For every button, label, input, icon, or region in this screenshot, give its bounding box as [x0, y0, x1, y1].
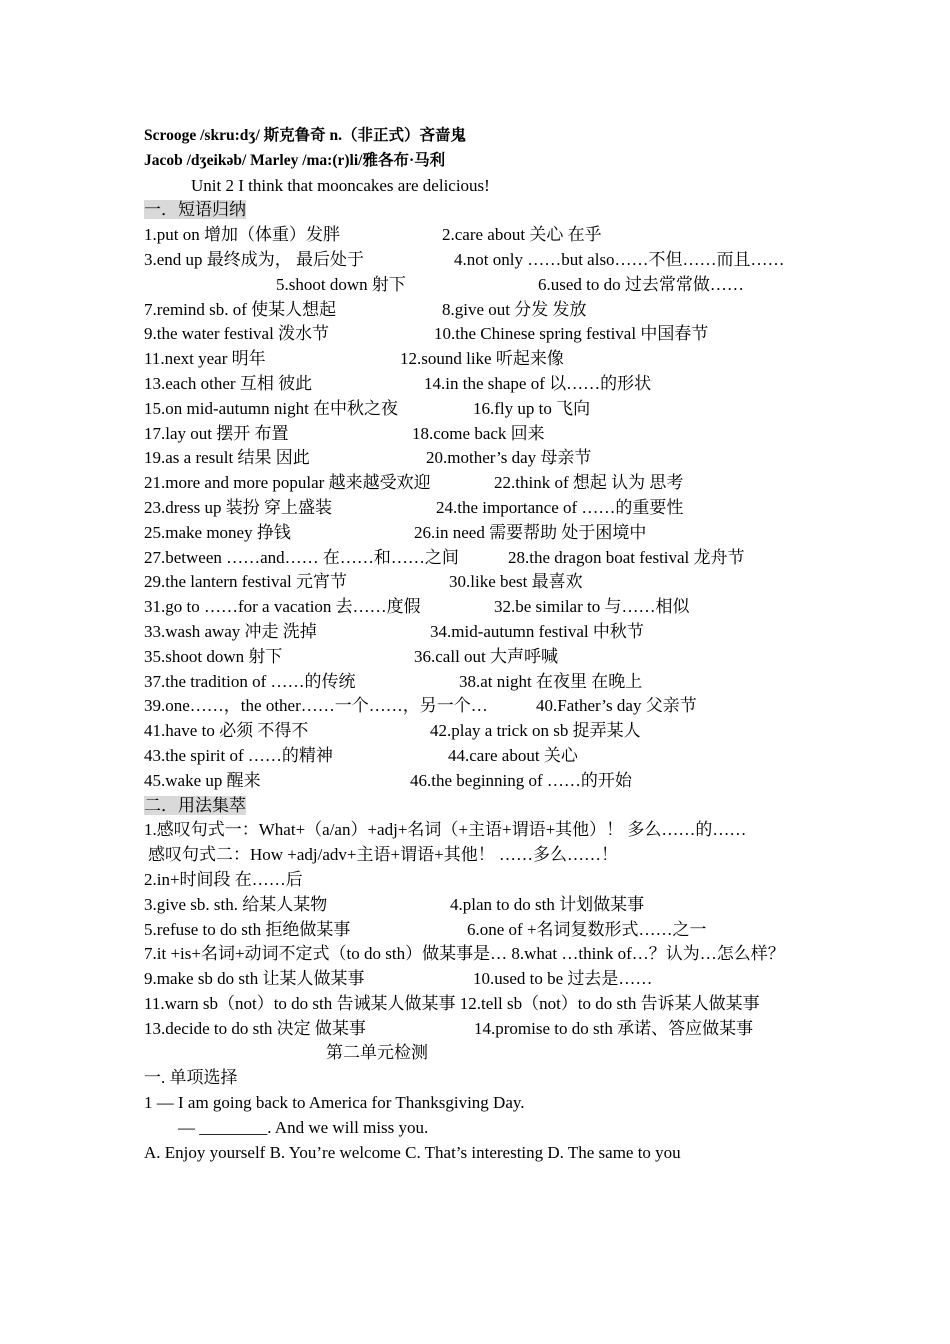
phrase-row: 39.one……，the other……一个……，另一个… 40.Father’s day 父亲节	[144, 696, 697, 716]
phrase-row: 33.wash away 冲走 洗掉 34.mid-autumn festival 中秋节	[144, 621, 644, 641]
usage-line: 感叹句式二：How +adj/adv+主语+谓语+其他！ ……多么……！	[148, 845, 618, 865]
phrase-row: 45.wake up 醒来 46.the beginning of ……的开始	[144, 770, 632, 790]
phrase-row: 25.make money 挣钱 26.in need 需要帮助 处于困境中	[144, 522, 647, 542]
question-1-options: A. Enjoy yourself B. You’re welcome C. That’s interesting D. The same to you	[144, 1142, 681, 1162]
usage-line: 1.感叹句式一：What+（a/an）+adj+名词（+主语+谓语+其他）！ 多么……的……	[144, 820, 747, 840]
phrase-row: 11.next year 明年 12.sound like 听起来像	[144, 349, 564, 369]
phrase-row: 31.go to ……for a vacation 去……度假 32.be similar to 与……相似	[144, 597, 690, 617]
phrase-row: 5.shoot down 射下 6.used to do 过去常常做……	[276, 274, 744, 294]
document-content	[144, 124, 814, 1165]
usage-row: 5.refuse to do sth 拒绝做某事 6.one of +名词复数形式……之一	[144, 919, 707, 939]
phrase-row: 41.have to 必须 不得不 42.play a trick on sb 捉弄某人	[144, 721, 641, 741]
usage-line: 2.in+时间段 在……后	[144, 869, 303, 889]
phrase-row: 1.put on 增加（体重）发胖 2.care about 关心 在乎	[144, 225, 602, 245]
unit-title: Unit 2 I think that mooncakes are delicious!	[191, 175, 490, 195]
usage-line: 7.it +is+名词+动词不定式（to do sth）做某事是… 8.what …think of…？认为…怎么样？	[144, 944, 785, 964]
vocab-jacob: Jacob /dʒeikəb/ Marley /ma:(r)li/雅各布·马利	[144, 151, 446, 169]
phrase-row: 23.dress up 装扮 穿上盛装 24.the importance of ……的重要性	[144, 497, 684, 517]
usage-line: 11.warn sb（not）to do sth 告诫某人做某事 12.tell sb（not）to do sth 告诉某人做某事	[144, 993, 760, 1013]
phrase-row: 7.remind sb. of 使某人想起 8.give out 分发 发放	[144, 299, 587, 319]
phrase-row: 19.as a result 结果 因此 20.mother’s day 母亲节	[144, 448, 592, 468]
phrase-row: 21.more and more popular 越来越受欢迎 22.think of 想起 认为 思考	[144, 473, 684, 493]
usage-row: 3.give sb. sth. 给某人某物 4.plan to do sth 计划做某事	[144, 894, 645, 914]
usage-row: 13.decide to do sth 决定 做某事 14.promise to do sth 承诺、答应做某事	[144, 1018, 754, 1038]
phrase-row: 43.the spirit of ……的精神 44.care about 关心	[144, 745, 578, 765]
usage-row: 9.make sb do sth 让某人做某事 10.used to be 过去是……	[144, 969, 653, 989]
section2-heading: 二．用法集萃	[144, 795, 246, 815]
test-title: 第二单元检测	[326, 1043, 428, 1063]
phrase-row: 3.end up 最终成为， 最后处于 4.not only ……but also……不但……而且……	[144, 249, 785, 269]
phrase-row: 35.shoot down 射下 36.call out 大声呼喊	[144, 646, 559, 666]
section1-heading: 一．短语归纳	[144, 200, 246, 220]
phrase-row: 27.between ……and…… 在……和……之间 28.the dragon boat festival 龙舟节	[144, 547, 745, 567]
test-section-heading: 一. 单项选择	[144, 1068, 238, 1088]
phrase-row: 29.the lantern festival 元宵节 30.like best 最喜欢	[144, 572, 583, 592]
phrase-row: 15.on mid-autumn night 在中秋之夜 16.fly up to 飞向	[144, 398, 591, 418]
phrase-row: 13.each other 互相 彼此 14.in the shape of 以……的形状	[144, 373, 652, 393]
phrase-row: 37.the tradition of ……的传统 38.at night 在夜里 在晚上	[144, 671, 643, 691]
phrase-row: 17.lay out 摆开 布置 18.come back 回来	[144, 423, 545, 443]
vocab-scrooge: Scrooge /skru:dʒ/ 斯克鲁奇 n.（非正式）吝啬鬼	[144, 127, 467, 144]
question-1-response: — ________. And we will miss you.	[178, 1117, 429, 1137]
question-1: 1 — I am going back to America for Thanksgiving Day.	[144, 1093, 525, 1113]
phrase-row: 9.the water festival 泼水节 10.the Chinese spring festival 中国春节	[144, 324, 709, 344]
